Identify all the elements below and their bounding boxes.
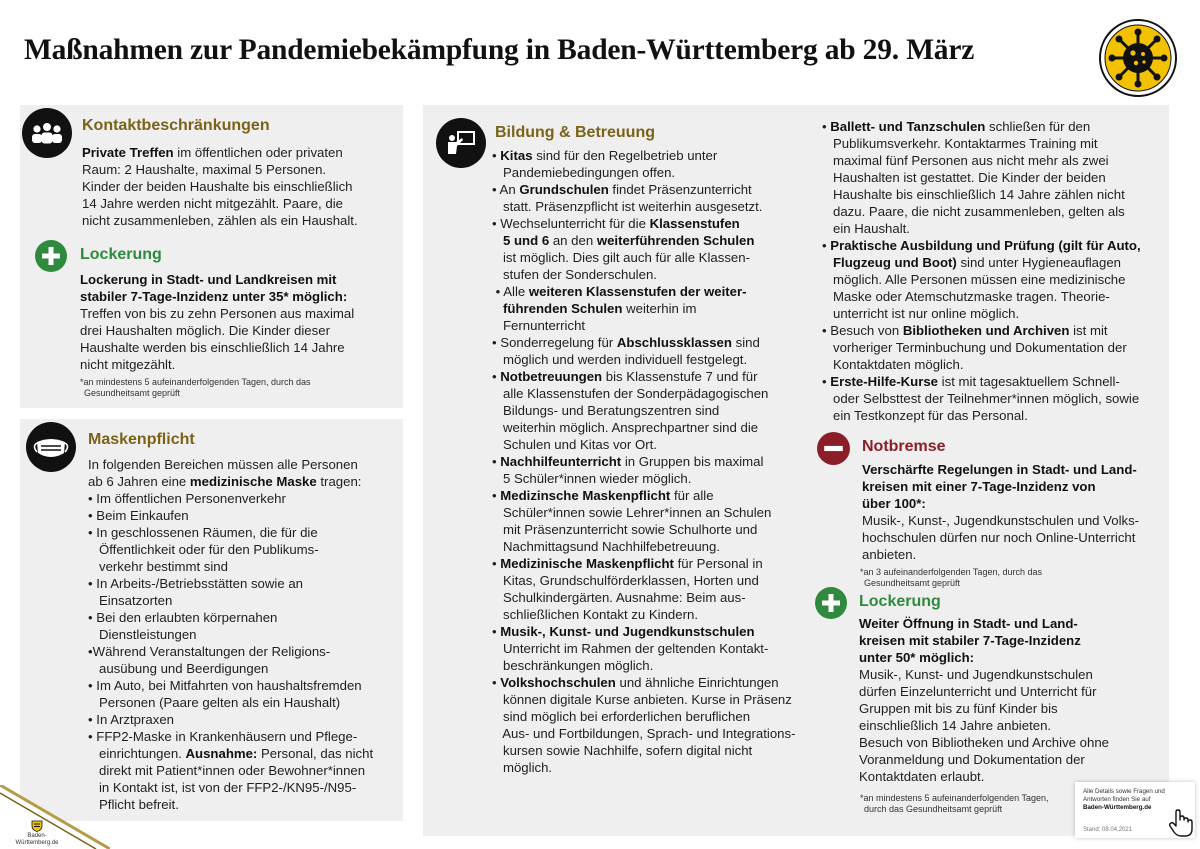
text-line: • Volkshochschulen und ähnliche Einrichtungen — [492, 675, 779, 690]
text-line: • Medizinische Maskenpflicht für Personal in — [492, 556, 763, 571]
text-line: • Alle weiteren Klassenstufen der weiter- — [492, 284, 747, 299]
notbremse-text: Verschärfte Regelungen in Stadt- und Land- kreisen mit einer 7-Tage-Inzidenz von über 100*: Musik-, Kunst-, Jugendkunstschulen und Volks- hochschulen dürfen nur noch Online-Unterricht anbieten. — [862, 462, 1140, 562]
text-line: möglich. — [492, 760, 553, 775]
text-line: ein Testkonzept für das Personal. — [822, 408, 1028, 423]
text-line: möglich. Alle Personen müssen eine medizinische — [822, 272, 1126, 287]
text-line: können digitale Kurse anbieten. Kurse in Präsenz — [492, 692, 792, 707]
text-line: alle Klassenstufen der Sonderpädagogischen — [492, 386, 769, 401]
text-line: dazu. Paare, die nicht zusammenleben, gelten als — [822, 204, 1125, 219]
kontakt-heading: Kontaktbeschränkungen — [82, 117, 270, 134]
plus-icon — [35, 240, 67, 272]
face-mask-icon — [26, 422, 76, 472]
text-line: 5 und 6 an den weiterführenden Schulen — [503, 233, 755, 248]
info-url[interactable]: Baden-Württemberg.de — [1083, 804, 1152, 811]
notbremse-footnote: *an 3 aufeinanderfolgenden Tagen, durch das Gesundheitsamt geprüft — [860, 567, 1042, 588]
state-logo: Baden-Württemberg.de — [6, 820, 68, 847]
text-line: vorheriger Terminbuchung und Dokumentation der — [822, 340, 1127, 355]
masken-text: In folgenden Bereichen müssen alle Personen ab 6 Jahren eine medizinische Maske tragen: • Im öffentlichen Personenverkehr • Beim Einkaufen • In geschlossenen Räumen, die für die Öffentlichkeit oder für den Publikums- verkehr bestimmt sind • In Arbeits-/Betriebsstätten sowie an Einsatzorten • Bei den erlaubten körpernahen Dienstleistungen •Während Veranstaltungen der Religions- ausübung und Beerdigungen • Im Auto, bei Mitfahrten von haushaltsfremden Personen (Paare gelten als ein Haushalt) • In Arztpraxen • FFP2-Maske in Krankenhäusern und Pflege- einrichtungen. Ausnahme: Personal, das nicht direkt mit Patient*innen oder Bewohner*innen in Kontakt ist, ist von der FFP2-/KN95-/N95- Pflicht befreit. — [88, 457, 374, 812]
text-line: Bildungs- und Beratungszentren sind — [492, 403, 720, 418]
coat-of-arms-icon — [30, 820, 44, 832]
text-line: Kontaktdaten möglich. — [822, 357, 964, 372]
classroom-icon — [436, 118, 486, 168]
text-line: weiterhin möglich. Ansprechpartner sind die — [492, 420, 759, 435]
text-line: • Sonderregelung für Abschlussklassen sind — [492, 335, 760, 350]
info-box[interactable]: Alle Details sowie Fragen und Antworten finden Sie auf Baden-Württemberg.de Stand: 08.04.2021 — [1075, 782, 1195, 838]
text-line: Schüler*innen sowie Lehrer*innen an Schulen — [492, 505, 772, 520]
text-line: Haushalten ist gestattet. Die Kinder der beiden — [822, 170, 1106, 185]
bildung-col2 — [822, 118, 1141, 424]
text-line: • Erste-Hilfe-Kurse ist mit tagesaktuellem Schnell- — [822, 374, 1120, 389]
text-line: • Notbetreuungen bis Klassenstufe 7 und für — [492, 369, 758, 384]
text-line: • Nachhilfeunterricht in Gruppen bis maximal — [492, 454, 764, 469]
text-line: schließlichen Kontakt zu Kindern. — [492, 607, 698, 622]
text-line: • Kitas sind für den Regelbetrieb unter — [492, 148, 718, 163]
text-line: beschränkungen möglich. — [492, 658, 654, 673]
page-title: Maßnahmen zur Pandemiebekämpfung in Baden-Württemberg ab 29. März — [24, 34, 975, 66]
text-line: Fernunterricht — [492, 318, 586, 333]
lockerung2-heading: Lockerung — [859, 593, 941, 610]
text-line: ein Haushalt. — [822, 221, 910, 236]
text-line: • Ballett- und Tanzschulen schließen für den — [822, 119, 1091, 134]
notbremse-heading: Notbremse — [862, 438, 946, 455]
stand-date: Stand: 08.04.2021 — [1083, 827, 1133, 833]
text-line: sind möglich bei erforderlichen beruflichen — [492, 709, 751, 724]
text-line: Maske oder Atemschutzmaske tragen. Theorie- — [822, 289, 1110, 304]
text-line: Kitas, Grundschulförderklassen, Horten und — [492, 573, 759, 588]
lockerung-footnote: *an mindestens 5 aufeinanderfolgenden Tagen, durch das Gesundheitsamt geprüft — [80, 377, 311, 398]
text-line: • Praktische Ausbildung und Prüfung (gilt für Auto, — [822, 238, 1141, 253]
text-line: • Wechselunterricht für die Klassenstufen — [492, 216, 740, 231]
text-line: Flugzeug und Boot) sind unter Hygieneauflagen — [833, 255, 1122, 270]
kontakt-text: Private Treffen im öffentlichen oder privaten Raum: 2 Haushalte, maximal 5 Personen. Kinder der beiden Haushalte bis einschließlich 14 Jahre werden nicht mitgezählt. Paare, die nicht zusammenleben, zählen als ein Haushalt. — [82, 145, 358, 228]
masken-heading: Maskenpflicht — [88, 431, 195, 448]
text-line: • An Grundschulen findet Präsenzunterricht — [492, 182, 752, 197]
text-line: Pandemiebedingungen offen. — [492, 165, 676, 180]
text-line: 5 Schüler*innen wieder möglich. — [492, 471, 692, 486]
text-line: • Besuch von Bibliotheken und Archiven ist mit — [822, 323, 1108, 338]
lockerung-heading: Lockerung — [80, 246, 162, 263]
group-icon — [22, 108, 72, 158]
text-line: stufen der Sonderschulen. — [492, 267, 657, 282]
text-line: unterricht ist nur online möglich. — [822, 306, 1020, 321]
text-line: maximal fünf Personen aus nicht mehr als zwei — [822, 153, 1109, 168]
text-line: ist möglich. Dies gilt auch für alle Klassen- — [492, 250, 750, 265]
text-line: mit Präsenzunterricht sowie Schulhorte und — [492, 522, 758, 537]
virus-icon — [1098, 18, 1178, 98]
text-line: Nachmittagsund Nachhilfebetreuung. — [492, 539, 720, 554]
lockerung2-footnote: *an mindestens 5 aufeinanderfolgenden Tagen, durch das Gesundheitsamt geprüft — [860, 793, 1049, 814]
bildung-col1 — [492, 147, 796, 776]
text-line: Schulkindergärten. Ausnahme: Beim aus- — [492, 590, 746, 605]
bildung-heading: Bildung & Betreuung — [495, 124, 655, 141]
text-line: Publikumsverkehr. Kontaktarmes Training mit — [822, 136, 1098, 151]
pointer-hand-icon — [1167, 808, 1193, 838]
text-line: Schulen und Kitas vor Ort. — [492, 437, 657, 452]
text-line: • Musik-, Kunst- und Jugendkunstschulen — [492, 624, 755, 639]
text-line: führenden Schulen weiterhin im — [503, 301, 697, 316]
text-line: Unterricht im Rahmen der geltenden Kontakt- — [492, 641, 769, 656]
text-line: möglich und werden individuell festgelegt. — [492, 352, 748, 367]
lockerung-text: Lockerung in Stadt- und Landkreisen mit stabiler 7-Tage-Inzidenz unter 35* möglich: Treffen von bis zu zehn Personen aus maximal drei Haushalten möglich. Die Kinder dieser Haushalte werden bis einschließlich 14 Jahre nicht mitgezählt. — [80, 272, 355, 372]
text-line: oder Selbsttest der Teilnehmer*innen möglich, sowie — [822, 391, 1140, 406]
text-line: Aus- und Fortbildungen, Sprach- und Integrations- — [492, 726, 796, 741]
text-line: kursen sowie Nachhilfe, sofern digital nicht — [492, 743, 753, 758]
text-line: • Medizinsche Maskenpflicht für alle — [492, 488, 714, 503]
text-line: statt. Präsenzpflicht ist weiterhin ausgesetzt. — [492, 199, 763, 214]
minus-icon — [817, 432, 850, 465]
lockerung2-text: Weiter Öffnung in Stadt- und Land- kreisen mit stabiler 7-Tage-Inzidenz unter 50* möglich: Musik-, Kunst- und Jugendkunstschulen dürfen Einzelunterricht und Unterricht für Gruppen mit bis zu fünf Kinder bis einschließlich 14 Jahre anbieten. Besuch von Bibliotheken und Archive ohne Voranmeldung und Dokumentation der Kontaktdaten erlaubt. — [859, 616, 1110, 784]
plus-icon — [815, 587, 847, 619]
text-line: Haushalte bis einschließlich 14 Jahre zählen nicht — [822, 187, 1125, 202]
